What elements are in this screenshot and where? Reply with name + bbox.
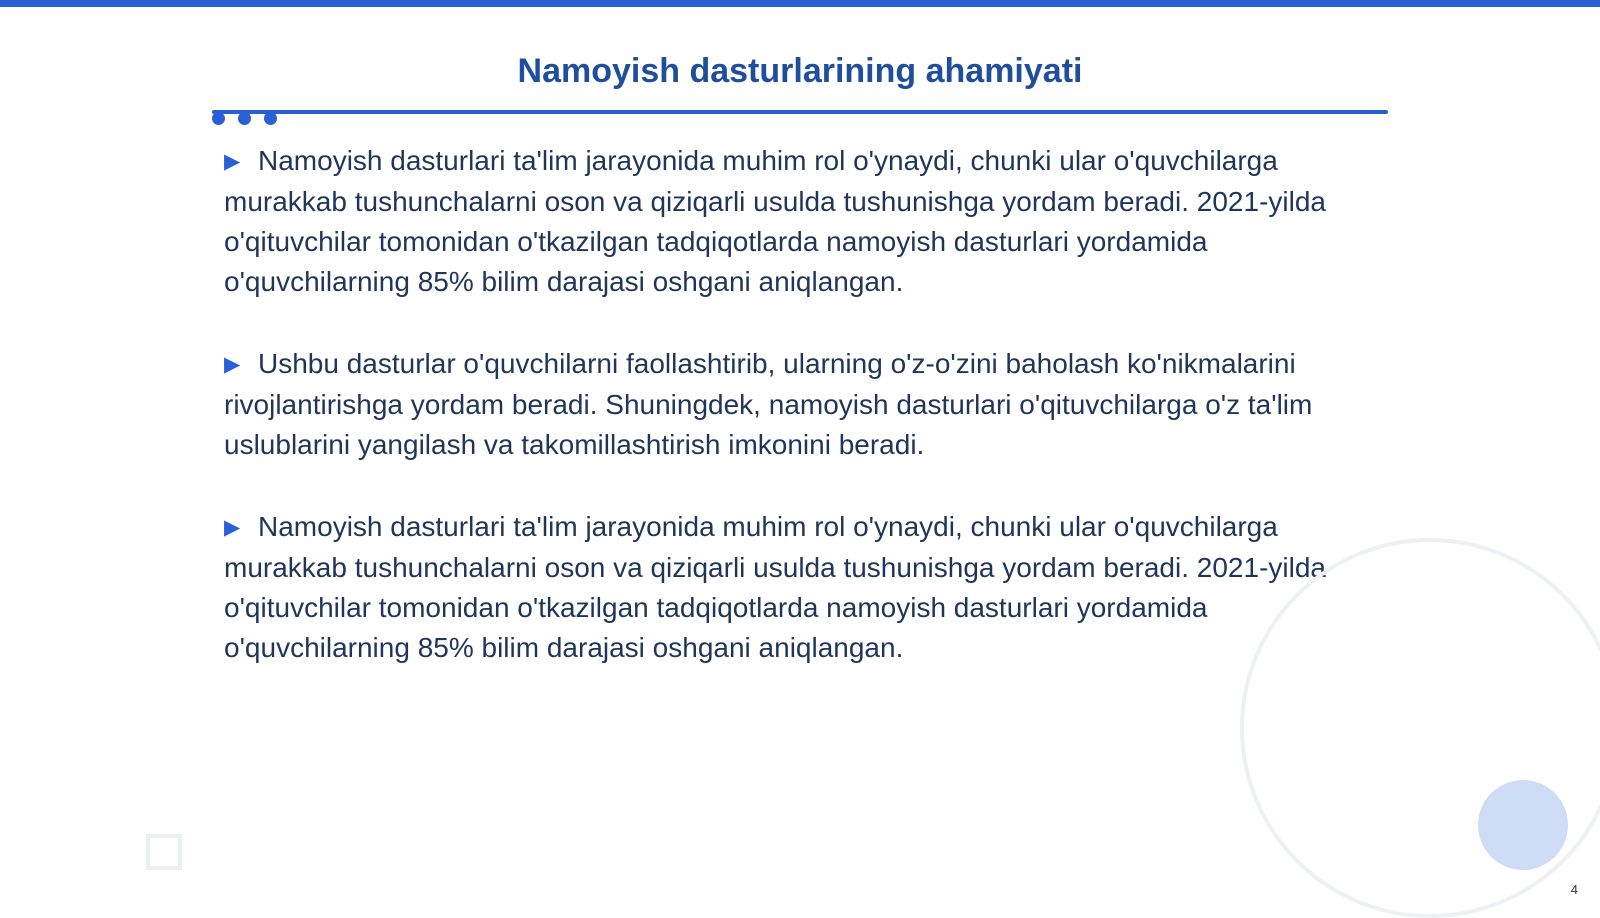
page-number: 4 — [1570, 882, 1578, 897]
title-underline — [212, 110, 1388, 114]
decorative-square — [146, 834, 182, 870]
rule-dot — [264, 112, 277, 125]
triangle-bullet-icon: ▶ — [224, 516, 241, 539]
bullet-paragraph — [224, 344, 1384, 465]
paragraph-text: Namoyish dasturlari ta'lim jarayonida muhim rol o'ynaydi, chunki ular o'quvchilarga murakkab tushunchalarni oson va qiziqarli usulda tushunishga yordam beradi. 2021-yilda o'qituvchilar tomonidan o'tkazilgan tadqiqotlarda namoyish dasturlari yordamida o'quvchilarning 85% bilim darajasi oshgani aniqlangan. — [224, 511, 1326, 663]
triangle-bullet-icon: ▶ — [224, 353, 241, 376]
rule-dot — [238, 112, 251, 125]
rule-dot — [212, 112, 225, 125]
top-accent-bar — [0, 0, 1600, 7]
bullet-paragraph — [224, 507, 1384, 668]
paragraph-text: Ushbu dasturlar o'quvchilarni faollashtirib, ularning o'z-o'zini baholash ko'nikmalarini rivojlantirishga yordam beradi. Shuningdek, namoyish dasturlari o'qituvchilarga o'z ta'lim uslublarini yangilash va takomillashtirish imkonini beradi. — [224, 348, 1313, 460]
bullet-paragraph — [224, 141, 1384, 302]
slide-content — [224, 141, 1384, 710]
slide-title: Namoyish dasturlarining ahamiyati — [517, 52, 1083, 90]
triangle-bullet-icon: ▶ — [224, 150, 241, 173]
decorative-blob — [1478, 780, 1568, 870]
paragraph-text: Namoyish dasturlari ta'lim jarayonida muhim rol o'ynaydi, chunki ular o'quvchilarga murakkab tushunchalarni oson va qiziqarli usulda tushunishga yordam beradi. 2021-yilda o'qituvchilar tomonidan o'tkazilgan tadqiqotlarda namoyish dasturlari yordamida o'quvchilarning 85% bilim darajasi oshgani aniqlangan. — [224, 145, 1326, 297]
